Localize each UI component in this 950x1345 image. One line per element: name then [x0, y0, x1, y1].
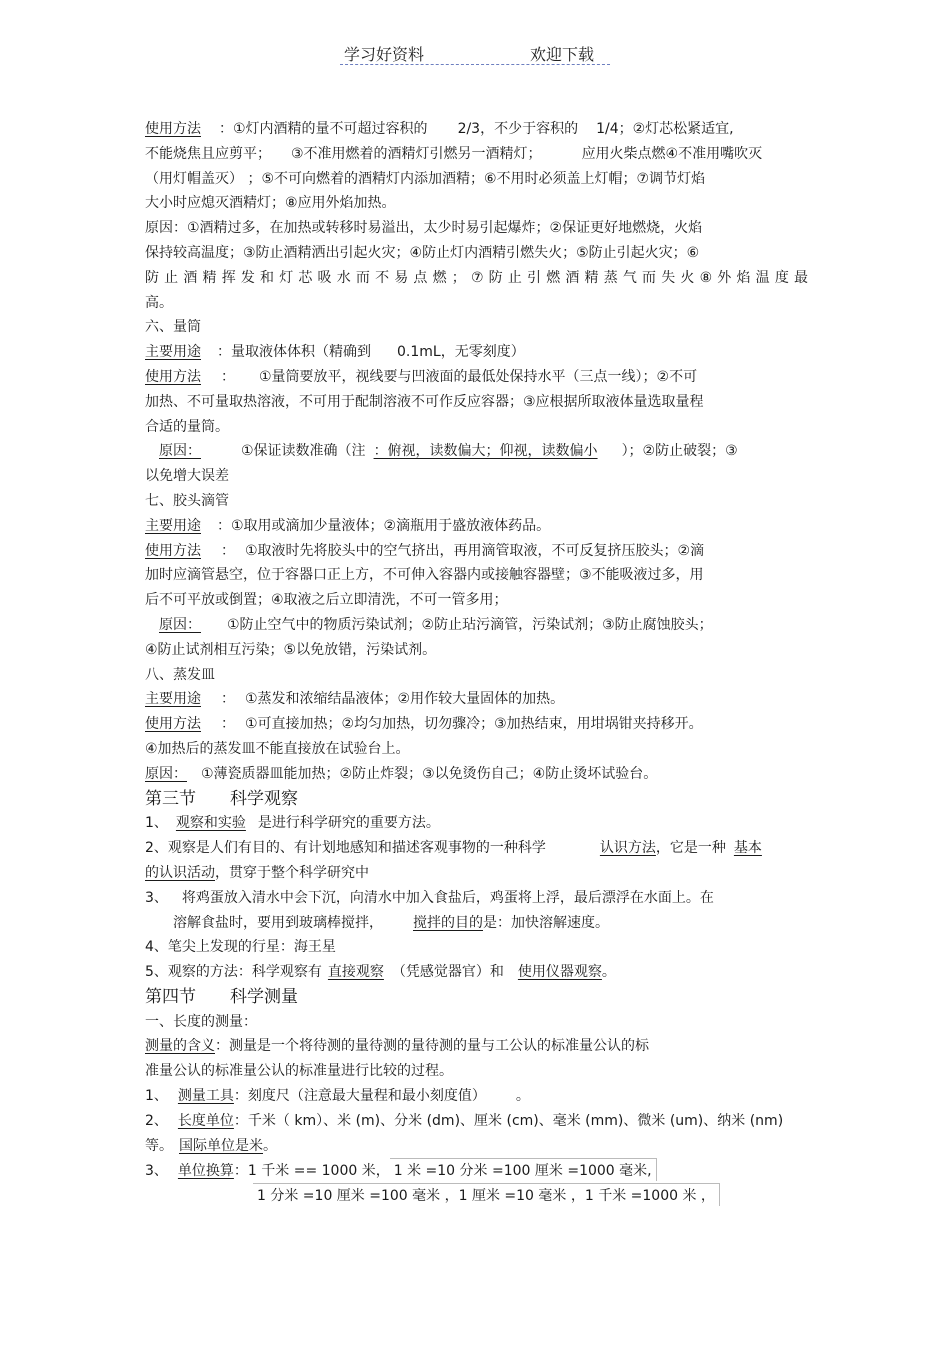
- text-span: ：①灯内酒精的量不可超过容积的: [219, 121, 428, 137]
- text-span: ①蒸发和浓缩结晶液体；②用作较大量固体的加热。: [245, 691, 565, 708]
- text-span: ：: [221, 368, 235, 385]
- section-number: 第三节: [145, 788, 196, 809]
- text-span: （凭感觉器官）和: [391, 964, 504, 981]
- text-span: ①量筒要放平，视线要与凹液面的最低处保持水平（三点一线）；②不可: [259, 368, 698, 385]
- section-name: 科学观察: [230, 788, 298, 809]
- text-span: ：1 千米 == 1000 米，: [233, 1163, 390, 1180]
- text-span: ，它是一种: [655, 840, 726, 857]
- text-line: [145, 613, 810, 638]
- text-span: 0.1mL，无零刻度）: [397, 344, 525, 361]
- text-span: ：: [221, 542, 235, 559]
- underlined-note: ：俯视，读数偏大；仰视，读数偏小: [373, 443, 598, 460]
- text-span: 溶解食盐时，要用到玻璃棒搅拌，: [173, 914, 383, 931]
- underlined-term: 搅拌的目的: [413, 914, 483, 931]
- text-span: ①防止空气中的物质污染试剂；②防止玷污滴管，污染试剂；③防止腐蚀胶头；: [227, 616, 713, 633]
- unit-conversion-box: 1 米 =10 分米 =100 厘米 =1000 毫米,: [390, 1158, 657, 1181]
- section-heading: 八、蒸发皿: [145, 666, 215, 683]
- text-line: [145, 340, 810, 365]
- text-span: ①薄瓷质器皿能加热；②防止炸裂；③以免烫伤自己；④防止烫坏试验台。: [201, 765, 658, 782]
- unit-conversion-box: 1 分米 =10 厘米 =100 毫米 ，1 厘米 =10 毫米 ，1 千米 =1000 米 ，: [253, 1183, 720, 1206]
- section-heading: 六、量筒: [145, 319, 201, 336]
- text-span: 1、: [145, 1088, 168, 1105]
- underlined-term: 国际单位是米: [179, 1137, 263, 1154]
- text-span: 是进行科学研究的重要方法。: [257, 815, 440, 832]
- text-span: 2、观察是人们有目的、有计划地感知和描述客观事物的一种科学: [145, 840, 546, 857]
- text-span: ）；②防止破裂；③: [621, 443, 738, 460]
- text-line: 后不可平放或倒置；④取液之后立即清洗，不可一管多用；: [145, 592, 508, 609]
- text-span: 2/3，不少于容积的: [457, 121, 579, 137]
- text-span: ③不准用燃着的酒精灯引燃另一酒精灯；: [291, 145, 542, 162]
- text-span: ：量取液体体积（精确到: [217, 344, 371, 361]
- text-span: 3、: [145, 889, 168, 906]
- text-line: [145, 539, 810, 564]
- underlined-term: 基本: [733, 840, 762, 857]
- text-line: [145, 142, 810, 167]
- text-line: [145, 1034, 810, 1059]
- text-span: 1/4；②灯芯松紧适宜,: [596, 121, 734, 137]
- text-line: [145, 687, 810, 712]
- text-line: 保持较高温度；③防止酒精洒出引起火灾；④防止灯内酒精引燃失火；⑤防止引起火灾；⑥: [145, 244, 700, 261]
- text-line: [145, 1134, 810, 1159]
- text-line: 以免增大误差: [145, 468, 229, 485]
- text-span: 应用火柴点燃④不准用嘴吹灭: [581, 145, 763, 162]
- term-label: 原因：: [145, 765, 187, 782]
- text-span: 3、: [145, 1163, 168, 1180]
- text-line: [145, 1158, 810, 1183]
- text-span: ：测量是一个将待测的量待测的量待测的量与工公认的标准量公认的标: [215, 1038, 649, 1055]
- text-line: ④加热后的蒸发皿不能直接放在试验台上。: [145, 740, 410, 757]
- text-line: [145, 1084, 810, 1109]
- underlined-term: 观察和实验: [175, 815, 246, 832]
- section-heading: 七、胶头滴管: [145, 492, 229, 509]
- text-span: 等。: [145, 1137, 173, 1154]
- text-line: 大小时应熄灭酒精灯；⑧应用外焰加热。: [145, 195, 396, 212]
- text-span: 5、观察的方法: [145, 964, 238, 981]
- underlined-term: 直接观察: [327, 964, 384, 981]
- text-line: 4、笔尖上发现的行星：海王星: [145, 939, 336, 956]
- section-title: [145, 787, 810, 812]
- text-line: 加时应滴管悬空，位于容器口正上方，不可伸入容器内或接触容器壁；③不能吸液过多，用: [145, 567, 704, 584]
- page-header: [340, 42, 610, 65]
- section-title: [145, 985, 810, 1010]
- underlined-term: 长度单位: [177, 1112, 234, 1129]
- text-line: 高。: [145, 294, 173, 311]
- term-label: 原因：: [159, 443, 201, 460]
- text-span: 2、: [145, 1112, 168, 1129]
- section-heading: 一、长度的测量：: [145, 1013, 257, 1030]
- text-span: 1、: [145, 815, 168, 832]
- underlined-term: 认识方法: [599, 840, 656, 857]
- text-span: 是：加快溶解速度。: [483, 914, 609, 931]
- text-span: ：科学观察有: [237, 964, 322, 981]
- text-span: 。: [601, 964, 616, 981]
- text-line: 合适的量筒。: [145, 418, 229, 435]
- term-label: 使用方法: [145, 542, 201, 559]
- document-body: [145, 117, 810, 1208]
- text-line: [145, 439, 810, 464]
- text-span: ：: [221, 716, 235, 733]
- section-name: 科学测量: [230, 986, 298, 1007]
- term-label: 主要用途: [145, 344, 201, 361]
- text-span: ：刻度尺（注意最大量程和最小刻度值）: [233, 1088, 486, 1105]
- text-line: [145, 811, 810, 836]
- text-line: [145, 886, 810, 911]
- text-span: ①取液时先将胶头中的空气挤出，再用滴管取液，不可反复挤压胶头；②滴: [245, 542, 705, 559]
- text-line: [145, 117, 810, 142]
- term-label: 主要用途: [145, 517, 201, 534]
- underlined-term: 使用仪器观察: [517, 964, 602, 981]
- text-span: ：①取用或滴加少量液体；②滴瓶用于盛放液体药品。: [217, 517, 551, 534]
- term-label: 使用方法: [145, 716, 201, 733]
- text-span: 将鸡蛋放入清水中会下沉，向清水中加入食盐后，鸡蛋将上浮，最后漂浮在水面上。在: [181, 889, 714, 906]
- text-line: [145, 960, 810, 985]
- header-left-text: 学习好资料: [344, 45, 425, 64]
- header-right-text: 欢迎下载: [530, 45, 595, 64]
- text-span: ：: [221, 691, 235, 708]
- text-span: 不能烧焦且应剪平；: [145, 145, 271, 162]
- text-line: [145, 911, 810, 936]
- text-line: 防止酒精挥发和灯芯吸水而不易点燃；⑦防止引燃酒精蒸气而失火⑧外焰温度最: [145, 269, 810, 286]
- text-line: （用灯帽盖灭） ；⑤不可向燃着的酒精灯内添加酒精；⑥不用时必须盖上灯帽；⑦调节灯焰: [145, 170, 706, 187]
- underlined-term: 的认识活动: [145, 864, 215, 881]
- text-line: [145, 1183, 810, 1208]
- text-span: ①可直接加热；②均匀加热，切勿骤冷；③加热结束，用坩埚钳夹持移开。: [245, 716, 703, 733]
- text-line: [145, 1109, 810, 1134]
- text-span: ①保证读数准确（注: [241, 443, 366, 460]
- text-line: [145, 365, 810, 390]
- term-label: 原因：: [159, 616, 201, 633]
- term-label: 使用方法: [145, 368, 201, 385]
- text-span: 。: [263, 1137, 277, 1154]
- text-span: ，贯穿于整个科学研究中: [215, 864, 369, 881]
- term-label: 使用方法: [145, 121, 201, 137]
- text-span: ：千米（ km）、米 (m)、分米 (dm)、厘米 (cm)、毫米 (mm)、微米 (um)、纳米 (nm): [233, 1112, 784, 1129]
- underlined-term: 测量工具: [177, 1088, 234, 1105]
- text-line: 加热、不可量取热溶液，不可用于配制溶液不可作反应容器；③应根据所取液体量选取量程: [145, 393, 704, 410]
- text-line: 准量公认的标准量公认的标准量进行比较的过程。: [145, 1063, 453, 1080]
- text-line: [145, 836, 810, 861]
- text-span: 。: [515, 1088, 530, 1105]
- text-line: [145, 762, 810, 787]
- term-label: 主要用途: [145, 691, 201, 708]
- underlined-term: 单位换算: [177, 1163, 234, 1180]
- text-line: [145, 712, 810, 737]
- section-number: 第四节: [145, 986, 196, 1007]
- underlined-term: 测量的含义: [145, 1038, 215, 1055]
- text-line: 原因：①酒精过多，在加热或转移时易溢出，太少时易引起爆炸；②保证更好地燃烧，火焰: [145, 220, 703, 237]
- text-line: [145, 861, 810, 886]
- text-line: ④防止试剂相互污染；⑤以免放错，污染试剂。: [145, 641, 437, 658]
- text-line: [145, 514, 810, 539]
